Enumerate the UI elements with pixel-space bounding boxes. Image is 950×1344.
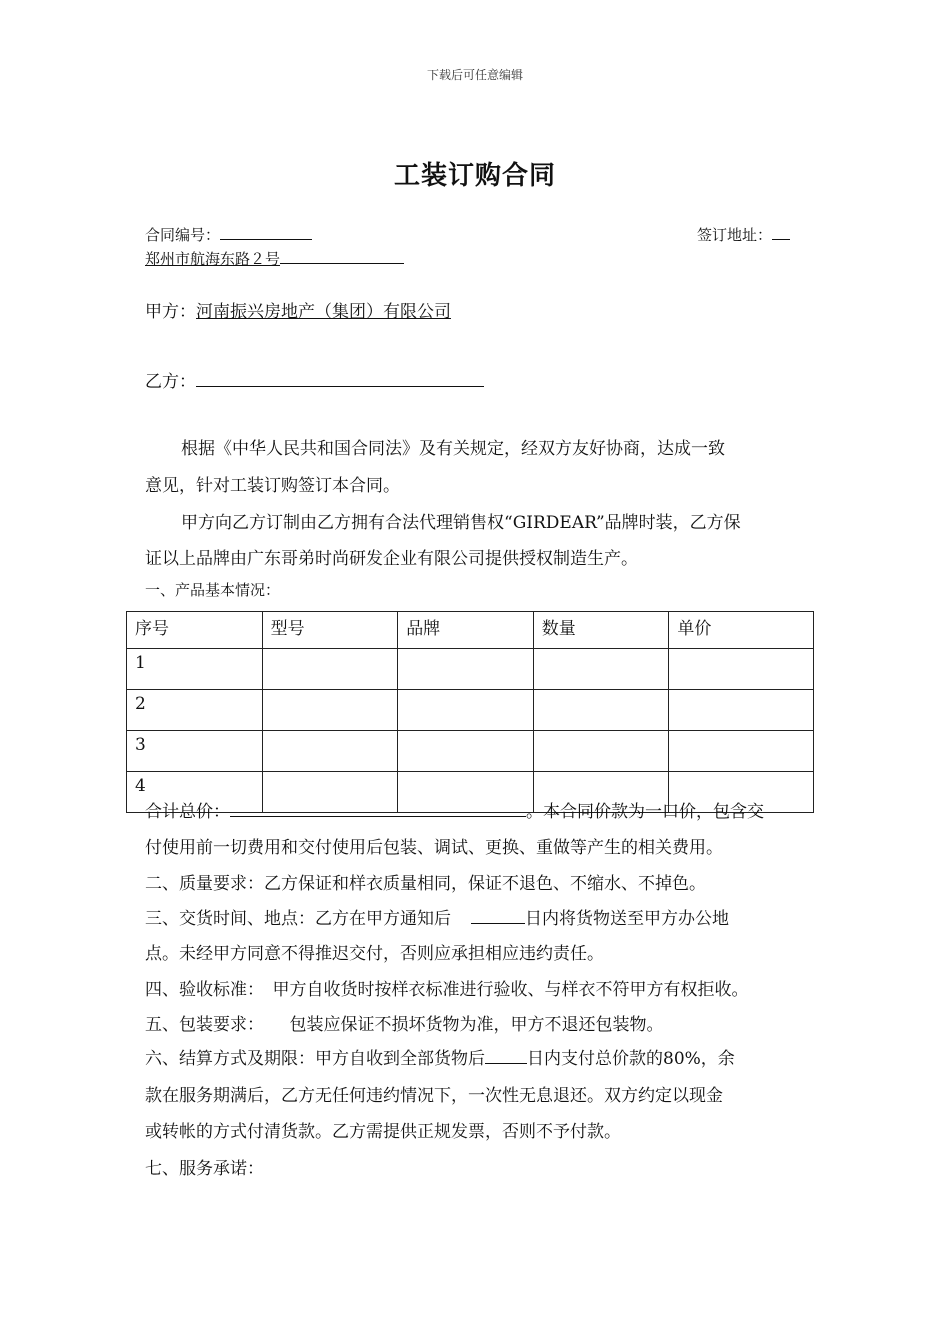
header-cell-model: 型号: [262, 612, 398, 649]
table-cell: [669, 649, 814, 690]
payment-days-blank: [485, 1046, 527, 1064]
header-note: 下载后可任意编辑: [426, 68, 523, 82]
clause-payment-line1: [145, 1044, 735, 1069]
party-b: [145, 367, 484, 392]
total-price-line1: [145, 797, 764, 822]
intro-p2-line2: 证以上品牌由广东哥弟时尚研发企业有限公司提供授权制造生产。: [145, 549, 638, 569]
party-a: [145, 297, 451, 322]
table-cell: [398, 731, 534, 772]
clause-payment-line2: 款在服务期满后，乙方无任何违约情况下，一次性无息退还。双方约定以现金: [145, 1086, 723, 1106]
sign-place: [697, 224, 790, 245]
table-cell: [533, 649, 669, 690]
clause-delivery-line1: [145, 904, 729, 929]
table-cell-no: 3: [127, 731, 263, 772]
table-cell-no: 4: [127, 772, 263, 813]
table-cell: [533, 690, 669, 731]
sign-place-value-blank: [280, 248, 404, 264]
clause-delivery-line2: 点。未经甲方同意不得推迟交付，否则应承担相应违约责任。: [145, 944, 604, 964]
table-cell: [398, 649, 534, 690]
clause-packaging: 五、包装要求： 包装应保证不损坏货物为准，甲方不退还包装物。: [145, 1015, 664, 1035]
header-cell-quantity: 数量: [533, 612, 669, 649]
clause-acceptance: 四、验收标准： 甲方自收货时按样衣标准进行验收、与样衣不符甲方有权拒收。: [145, 980, 749, 1000]
table-cell: [398, 690, 534, 731]
table-cell: [262, 690, 398, 731]
clause-delivery-part2: 日内将货物送至甲方办公地: [525, 909, 729, 929]
party-a-value: 河南振兴房地产（集团）有限公司: [196, 302, 451, 322]
intro-p1-line2: 意见，针对工装订购签订本合同。: [145, 476, 400, 496]
table-cell: [533, 731, 669, 772]
header-cell-no: 序号: [127, 612, 263, 649]
clause-service: 七、服务承诺：: [145, 1159, 264, 1179]
party-b-blank: [196, 369, 484, 387]
delivery-days-blank: [471, 906, 525, 924]
table-cell: [262, 731, 398, 772]
total-price-label: 合计总价：: [145, 802, 230, 822]
clause-payment-part2: 日内支付总价款的80%，余: [527, 1049, 735, 1069]
clause-payment-part1: 六、结算方式及期限：甲方自收到全部货物后: [145, 1049, 485, 1069]
total-price-rest: 。本合同价款为一口价，包含交: [526, 802, 764, 822]
product-table: [126, 611, 814, 813]
contract-number-label: 合同编号：: [145, 226, 221, 244]
total-price-blank: [230, 799, 526, 817]
party-a-label: 甲方：: [145, 302, 196, 322]
intro-p2-line1: 甲方向乙方订制由乙方拥有合法代理销售权“GIRDEAR”品牌时装，乙方保: [181, 513, 741, 533]
clause-delivery-part1: 三、交货时间、地点：乙方在甲方通知后: [145, 909, 451, 929]
sign-place-value: 郑州市航海东路２号: [145, 250, 281, 268]
table-cell-no: 1: [127, 649, 263, 690]
table-cell-no: 2: [127, 690, 263, 731]
header-cell-brand: 品牌: [398, 612, 534, 649]
sign-place-value-line: [145, 248, 404, 269]
clause-quality: 二、质量要求：乙方保证和样衣质量相同，保证不退色、不缩水、不掉色。: [145, 874, 706, 894]
party-b-label: 乙方：: [145, 372, 196, 392]
clause-payment-line3: 或转帐的方式付清货款。乙方需提供正规发票，否则不予付款。: [145, 1122, 621, 1142]
table-cell: [669, 690, 814, 731]
sign-place-blank: [772, 224, 790, 240]
intro-p1-line1: 根据《中华人民共和国合同法》及有关规定，经双方友好协商，达成一致: [181, 439, 725, 459]
table-row: [127, 690, 814, 731]
contract-number-blank: [220, 224, 312, 240]
page-title: 工装订购合同: [393, 161, 556, 191]
table-cell: [669, 731, 814, 772]
section1-label: 一、产品基本情况：: [145, 581, 281, 599]
header-cell-unit-price: 单价: [669, 612, 814, 649]
sign-place-label: 签订地址：: [697, 226, 773, 244]
table-header-row: [127, 612, 814, 649]
table-row: [127, 731, 814, 772]
contract-number: [145, 224, 312, 245]
table-row: [127, 649, 814, 690]
total-price-line2: 付使用前一切费用和交付使用后包装、调试、更换、重做等产生的相关费用。: [145, 838, 723, 858]
table-cell: [262, 649, 398, 690]
